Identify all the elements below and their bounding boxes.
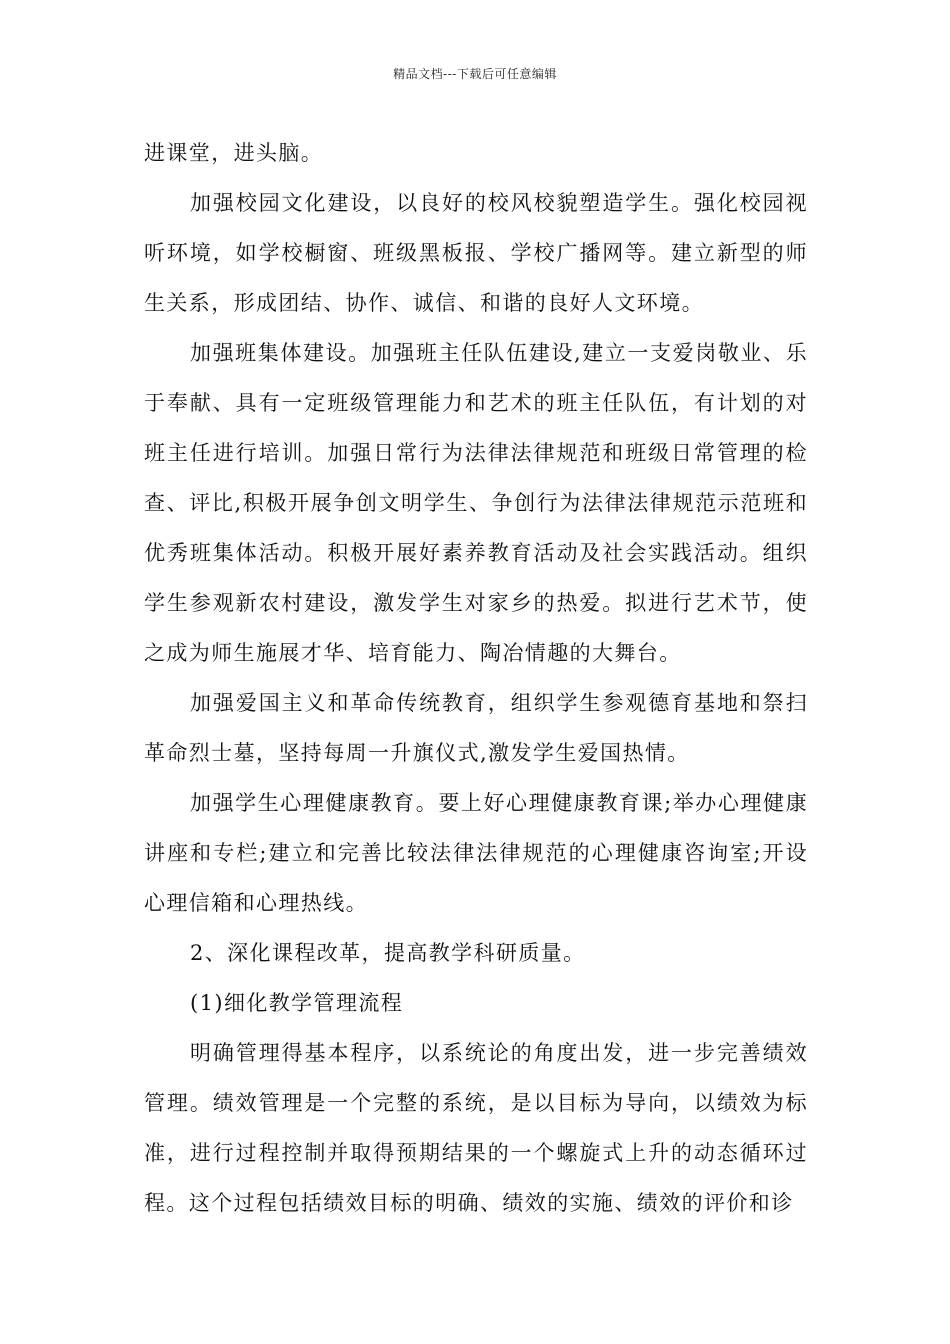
- paragraph-class-building: 加强班集体建设。加强班主任队伍建设,建立一支爱岗敬业、乐于奉献、具有一定班级管理能力和艺术的班主任队伍，有计划的对班主任进行培训。加强日常行为法律法律规范和班级日常管理的检查、评比,积极开展争创文明学生、争创行为法律法律规范示范班和优秀班集体活动。积极开展好素养教育活动及社会实践活动。组织学生参观新农村建设，激发学生对家乡的热爱。拟进行艺术节，使之成为师生施展才华、培育能力、陶冶情趣的大舞台。: [144, 341, 808, 665]
- paragraph-mental-health: 加强学生心理健康教育。要上好心理健康教育课;举办心理健康讲座和专栏;建立和完善比较法律法律规范的心理健康咨询室;开设心理信箱和心理热线。: [144, 791, 808, 915]
- paragraph-campus-culture: 加强校园文化建设，以良好的校风校貌塑造学生。强化校园视听环境，如学校橱窗、班级黑板报、学校广播网等。建立新型的师生关系，形成团结、协作、诚信、和谐的良好人文环境。: [144, 191, 808, 315]
- paragraph-patriotism: 加强爱国主义和革命传统教育，组织学生参观德育基地和祭扫革命烈士墓，坚持每周一升旗仪式,激发学生爱国热情。: [144, 691, 808, 765]
- section-heading-curriculum-reform: 2、深化课程改革，提高教学科研质量。: [190, 941, 586, 965]
- page-header: 精品文档---下载后可任意编辑: [393, 67, 557, 81]
- subheading-teaching-management: (1)细化教学管理流程: [190, 991, 404, 1015]
- paragraph-continuation: 进课堂，进头脑。: [144, 141, 324, 165]
- paragraph-performance-management: 明确管理得基本程序，以系统论的角度出发，进一步完善绩效管理。绩效管理是一个完整的系统，是以目标为导向，以绩效为标准，进行过程控制并取得预期结果的一个螺旋式上升的动态循环过程。这个过程包括绩效目标的明确、绩效的实施、绩效的评价和诊: [144, 1041, 808, 1215]
- document-body: [144, 128, 808, 1228]
